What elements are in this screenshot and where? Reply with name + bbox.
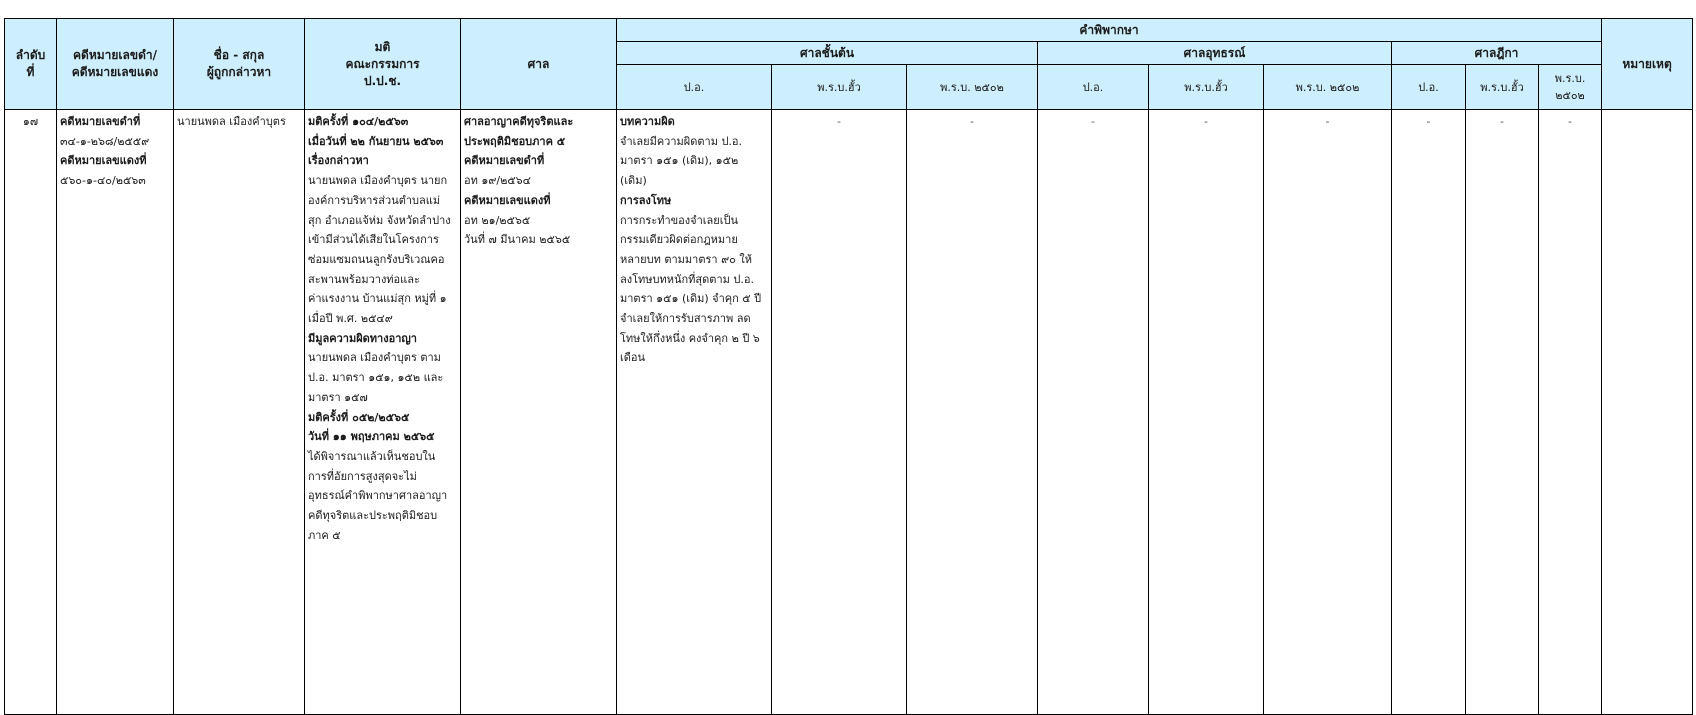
cell-fi-act-2502: - (907, 110, 1038, 715)
cell-court (461, 110, 617, 715)
header-su-act-2502: พ.ร.บ. ๒๕๐๒ (1539, 65, 1602, 110)
cell-ap-criminal-code: - (1038, 110, 1149, 715)
cell-su-criminal-code: - (1392, 110, 1466, 715)
text-line: มติครั้งที่ ๐๕๒/๒๕๖๕ (308, 410, 410, 424)
header-no: ลำดับ ที่ (5, 19, 57, 110)
text-line: คดีหมายเลขแดงที่ (60, 154, 147, 168)
text-line: เดือน (620, 351, 646, 365)
text-line: จำเลยให้การรับสารภาพ ลด (620, 312, 751, 326)
cell-ap-bid-act: - (1149, 110, 1264, 715)
text-line: ซ่อมแซมถนนลูกรังบริเวณคอ (308, 252, 445, 266)
header-su-bid-act: พ.ร.บ.ฮั้ว (1466, 65, 1539, 110)
header-first-instance-court: ศาลชั้นต้น (617, 42, 1038, 65)
text-line: การลงโทษ (620, 193, 672, 207)
header-appeal-court: ศาลอุทธรณ์ (1038, 42, 1392, 65)
cell-no: ๑๗ (5, 110, 57, 715)
text-line: จำเลยมีความผิดตาม ป.อ. (620, 134, 743, 148)
header-fi-criminal-code: ป.อ. (617, 65, 772, 110)
text-line: หลายบท ตามมาตรา ๙๐ ให้ (620, 252, 752, 266)
text-line: สุก อำเภอแจ้ห่ม จังหวัดลำปาง (308, 213, 451, 227)
header-accused-name: ชื่อ - สกุล ผู้ถูกกล่าวหา (174, 19, 305, 110)
table-row (5, 110, 1693, 715)
text-line: โทษให้กึ่งหนึ่ง คงจำคุก ๒ ปี ๖ (620, 331, 760, 345)
cell-fi-bid-act: - (772, 110, 907, 715)
header-ap-act-2502: พ.ร.บ. ๒๕๐๒ (1264, 65, 1392, 110)
cell-accused-name: นายนพดล เมืองคำบุตร (174, 110, 305, 715)
text-line: วันที่ ๗ มีนาคม ๒๕๖๕ (464, 233, 571, 247)
text-line: ประพฤติมิชอบภาค ๕ (464, 134, 566, 148)
text-line: ได้พิจารณาแล้วเห็นชอบใน (308, 449, 436, 463)
text-line: เรื่องกล่าวหา (308, 154, 369, 168)
text-line: องค์การบริหารส่วนตำบลแม่ (308, 193, 441, 207)
text-line: ค่าแรงงาน บ้านแม่สุก หมู่ที่ ๑ (308, 292, 447, 306)
text-line: การที่อัยการสูงสุดจะไม่ (308, 469, 417, 483)
text-line: วันที่ ๑๑ พฤษภาคม ๒๕๖๕ (308, 430, 435, 444)
text-line: คดีหมายเลขดำที่ (60, 115, 141, 128)
header-supreme-court: ศาลฎีกา (1392, 42, 1602, 65)
header-case-numbers: คดีหมายเลขดำ/ คดีหมายเลขแดง (57, 19, 174, 110)
header-court: ศาล (461, 19, 617, 110)
text-line: นายนพดล เมืองคำบุตร นายก (308, 174, 448, 188)
header-ap-criminal-code: ป.อ. (1038, 65, 1149, 110)
text-line: ศาลอาญาคดีทุจริตและ (464, 115, 574, 128)
text-line: อท ๒๑/๒๕๖๕ (464, 213, 531, 227)
text-line: กรรมเดียวผิดต่อกฎหมาย (620, 233, 738, 247)
text-line: อุทธรณ์คำพิพากษาศาลอาญา (308, 489, 448, 503)
text-line: ๓๔-๑-๒๖๘/๒๕๕๙ (60, 134, 150, 148)
text-line: ภาค ๕ (308, 528, 341, 542)
text-line: คดีทุจริตและประพฤติมิชอบ (308, 509, 438, 523)
text-line: มติครั้งที่ ๑๐๔/๒๕๖๓ (308, 115, 409, 128)
text-line: มีมูลความผิดทางอาญา (308, 331, 417, 345)
header-remarks: หมายเหตุ (1602, 19, 1693, 110)
header-su-criminal-code: ป.อ. (1392, 65, 1466, 110)
text-line: คดีหมายเลขดำที่ (464, 154, 545, 168)
header-ap-bid-act: พ.ร.บ.ฮั้ว (1149, 65, 1264, 110)
text-line: มาตรา ๑๕๗ (308, 390, 368, 404)
text-line: มาตรา ๑๕๑ (เดิม), ๑๕๒ (620, 154, 739, 168)
text-line: ป.อ. มาตรา ๑๕๑, ๑๕๒ และ (308, 371, 444, 385)
text-line: มาตรา ๑๕๑ (เดิม) จำคุก ๕ ปี (620, 292, 762, 306)
text-line: เข้ามีส่วนได้เสียในโครงการ (308, 233, 439, 247)
text-line: การกระทำของจำเลยเป็น (620, 213, 738, 227)
cell-su-bid-act: - (1466, 110, 1539, 715)
header-nacc-resolution: มติ คณะกรรมการ ป.ป.ช. (305, 19, 461, 110)
text-line: บทความผิด (620, 115, 675, 128)
text-line: คดีหมายเลขแดงที่ (464, 193, 551, 207)
header-judgment: คำพิพากษา (617, 19, 1602, 42)
text-line: นายนพดล เมืองคำบุตร ตาม (308, 351, 441, 365)
text-line: เมื่อวันที่ ๒๒ กันยายน ๒๕๖๓ (308, 134, 444, 148)
cell-case-numbers (57, 110, 174, 715)
text-line: อท ๑๙/๒๕๖๔ (464, 174, 531, 188)
cell-su-act-2502: - (1539, 110, 1602, 715)
text-line: สะพานพร้อมวางท่อและ (308, 272, 420, 286)
header-fi-bid-act: พ.ร.บ.ฮั้ว (772, 65, 907, 110)
cell-remarks (1602, 110, 1693, 715)
header-fi-act-2502: พ.ร.บ. ๒๕๐๒ (907, 65, 1038, 110)
text-line: ๕๖๐-๑-๔๐/๒๕๖๓ (60, 174, 146, 188)
cell-ap-act-2502: - (1264, 110, 1392, 715)
text-line: ลงโทษบทหนักที่สุดตาม ป.อ. (620, 272, 754, 286)
text-line: เมื่อปี พ.ศ. ๒๕๔๙ (308, 312, 393, 326)
cell-nacc-resolution (305, 110, 461, 715)
judgment-table (4, 18, 1693, 715)
text-line: (เดิม) (620, 174, 647, 188)
cell-fi-criminal-code (617, 110, 772, 715)
